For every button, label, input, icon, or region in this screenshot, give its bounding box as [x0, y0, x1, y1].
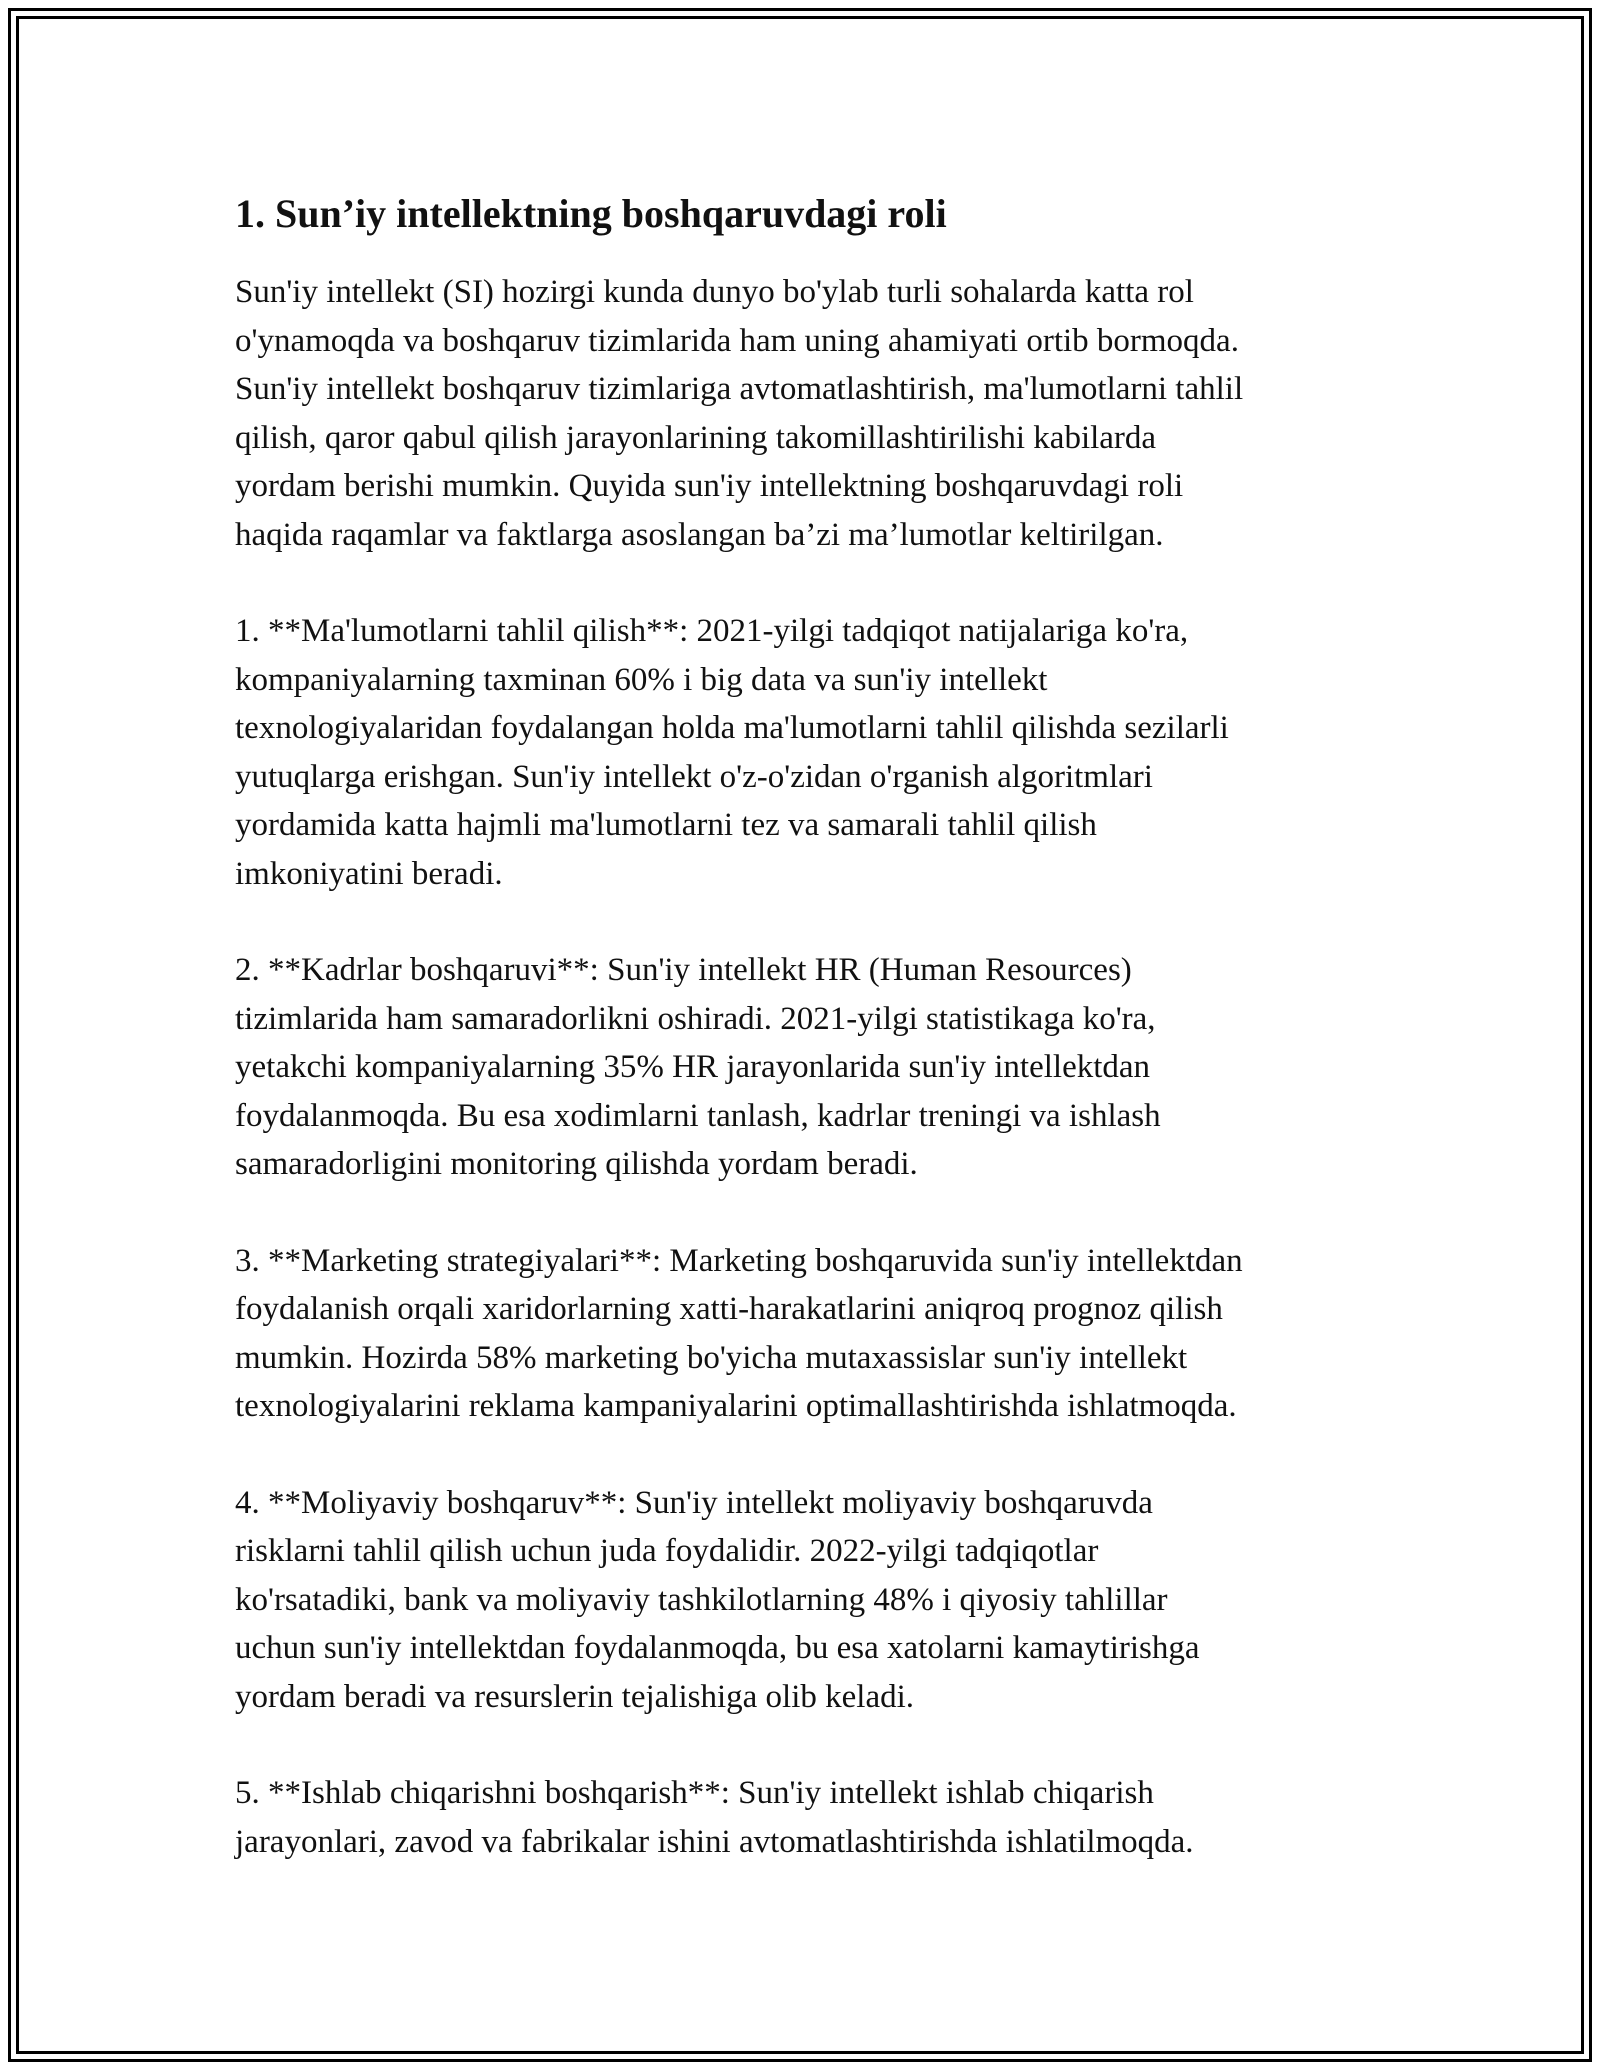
document-body	[235, 186, 1385, 1914]
section-title: 1. Sun’iy intellektning boshqaruvdagi roli	[235, 191, 947, 236]
list-item-manufacturing: 5. **Ishlab chiqarishni boshqarish**: Sun'iy intellekt ishlab chiqarish jarayonlari, zavod va fabrikalar ishini avtomatlashtirishda ishlatilmoqda.	[235, 1775, 1194, 1860]
list-item-data-analysis: 1. **Ma'lumotlarni tahlil qilish**: 2021-yilgi tadqiqot natijalariga ko'ra, kompaniyalarning taxminan 60% i big data va sun'iy intellekt texnologiyalaridan foydalangan holda ma'lumotlarni tahlil qilishda sezilarli yutuqlarga erishgan. Sun'iy intellekt o'z-o'zidan o'rganish algoritmlari yordamida katta hajmli ma'lumotlarni tez va samarali tahlil qilish imkoniyatini beradi.	[235, 613, 1229, 892]
intro-paragraph: Sun'iy intellekt (SI) hozirgi kunda dunyo bo'ylab turli sohalarda katta rol o'ynamoqda va boshqaruv tizimlarida ham uning ahamiyati ortib bormoqda. Sun'iy intellekt boshqaruv tizimlariga avtomatlashtirish, ma'lumotlarni tahlil qilish, qaror qabul qilish jarayonlarining takomillashtirilishi kabilarda yordam berishi mumkin. Quyida sun'iy intellektning boshqaruvdagi roli haqida raqamlar va faktlarga asoslangan ba’zi ma’lumotlar keltirilgan.	[235, 274, 1244, 553]
list-item-finance: 4. **Moliyaviy boshqaruv**: Sun'iy intellekt moliyaviy boshqaruvda risklarni tahlil qilish uchun juda foydalidir. 2022-yilgi tadqiqotlar ko'rsatadiki, bank va moliyaviy tashkilotlarning 48% i qiyosiy tahlillar uchun sun'iy intellektdan foydalanmoqda, bu esa xatolarni kamaytirishga yordam beradi va resurslerin tejalishiga olib keladi.	[235, 1484, 1200, 1715]
list-item-hr-management: 2. **Kadrlar boshqaruvi**: Sun'iy intellekt HR (Human Resources) tizimlarida ham samaradorlikni oshiradi. 2021-yilgi statistikaga ko'ra, yetakchi kompaniyalarning 35% HR jarayonlarida sun'iy intellektdan foydalanmoqda. Bu esa xodimlarni tanlash, kadrlar treningi va ishlash samaradorligini monitoring qilishda yordam beradi.	[235, 952, 1161, 1182]
list-item-marketing: 3. **Marketing strategiyalari**: Marketing boshqaruvida sun'iy intellektdan foydalanish orqali xaridorlarning xatti-harakatlarini aniqroq prognoz qilish mumkin. Hozirda 58% marketing bo'yicha mutaxassislar sun'iy intellekt texnologiyalarini reklama kampaniyalarini optimallashtirishda ishlatmoqda.	[235, 1242, 1243, 1424]
